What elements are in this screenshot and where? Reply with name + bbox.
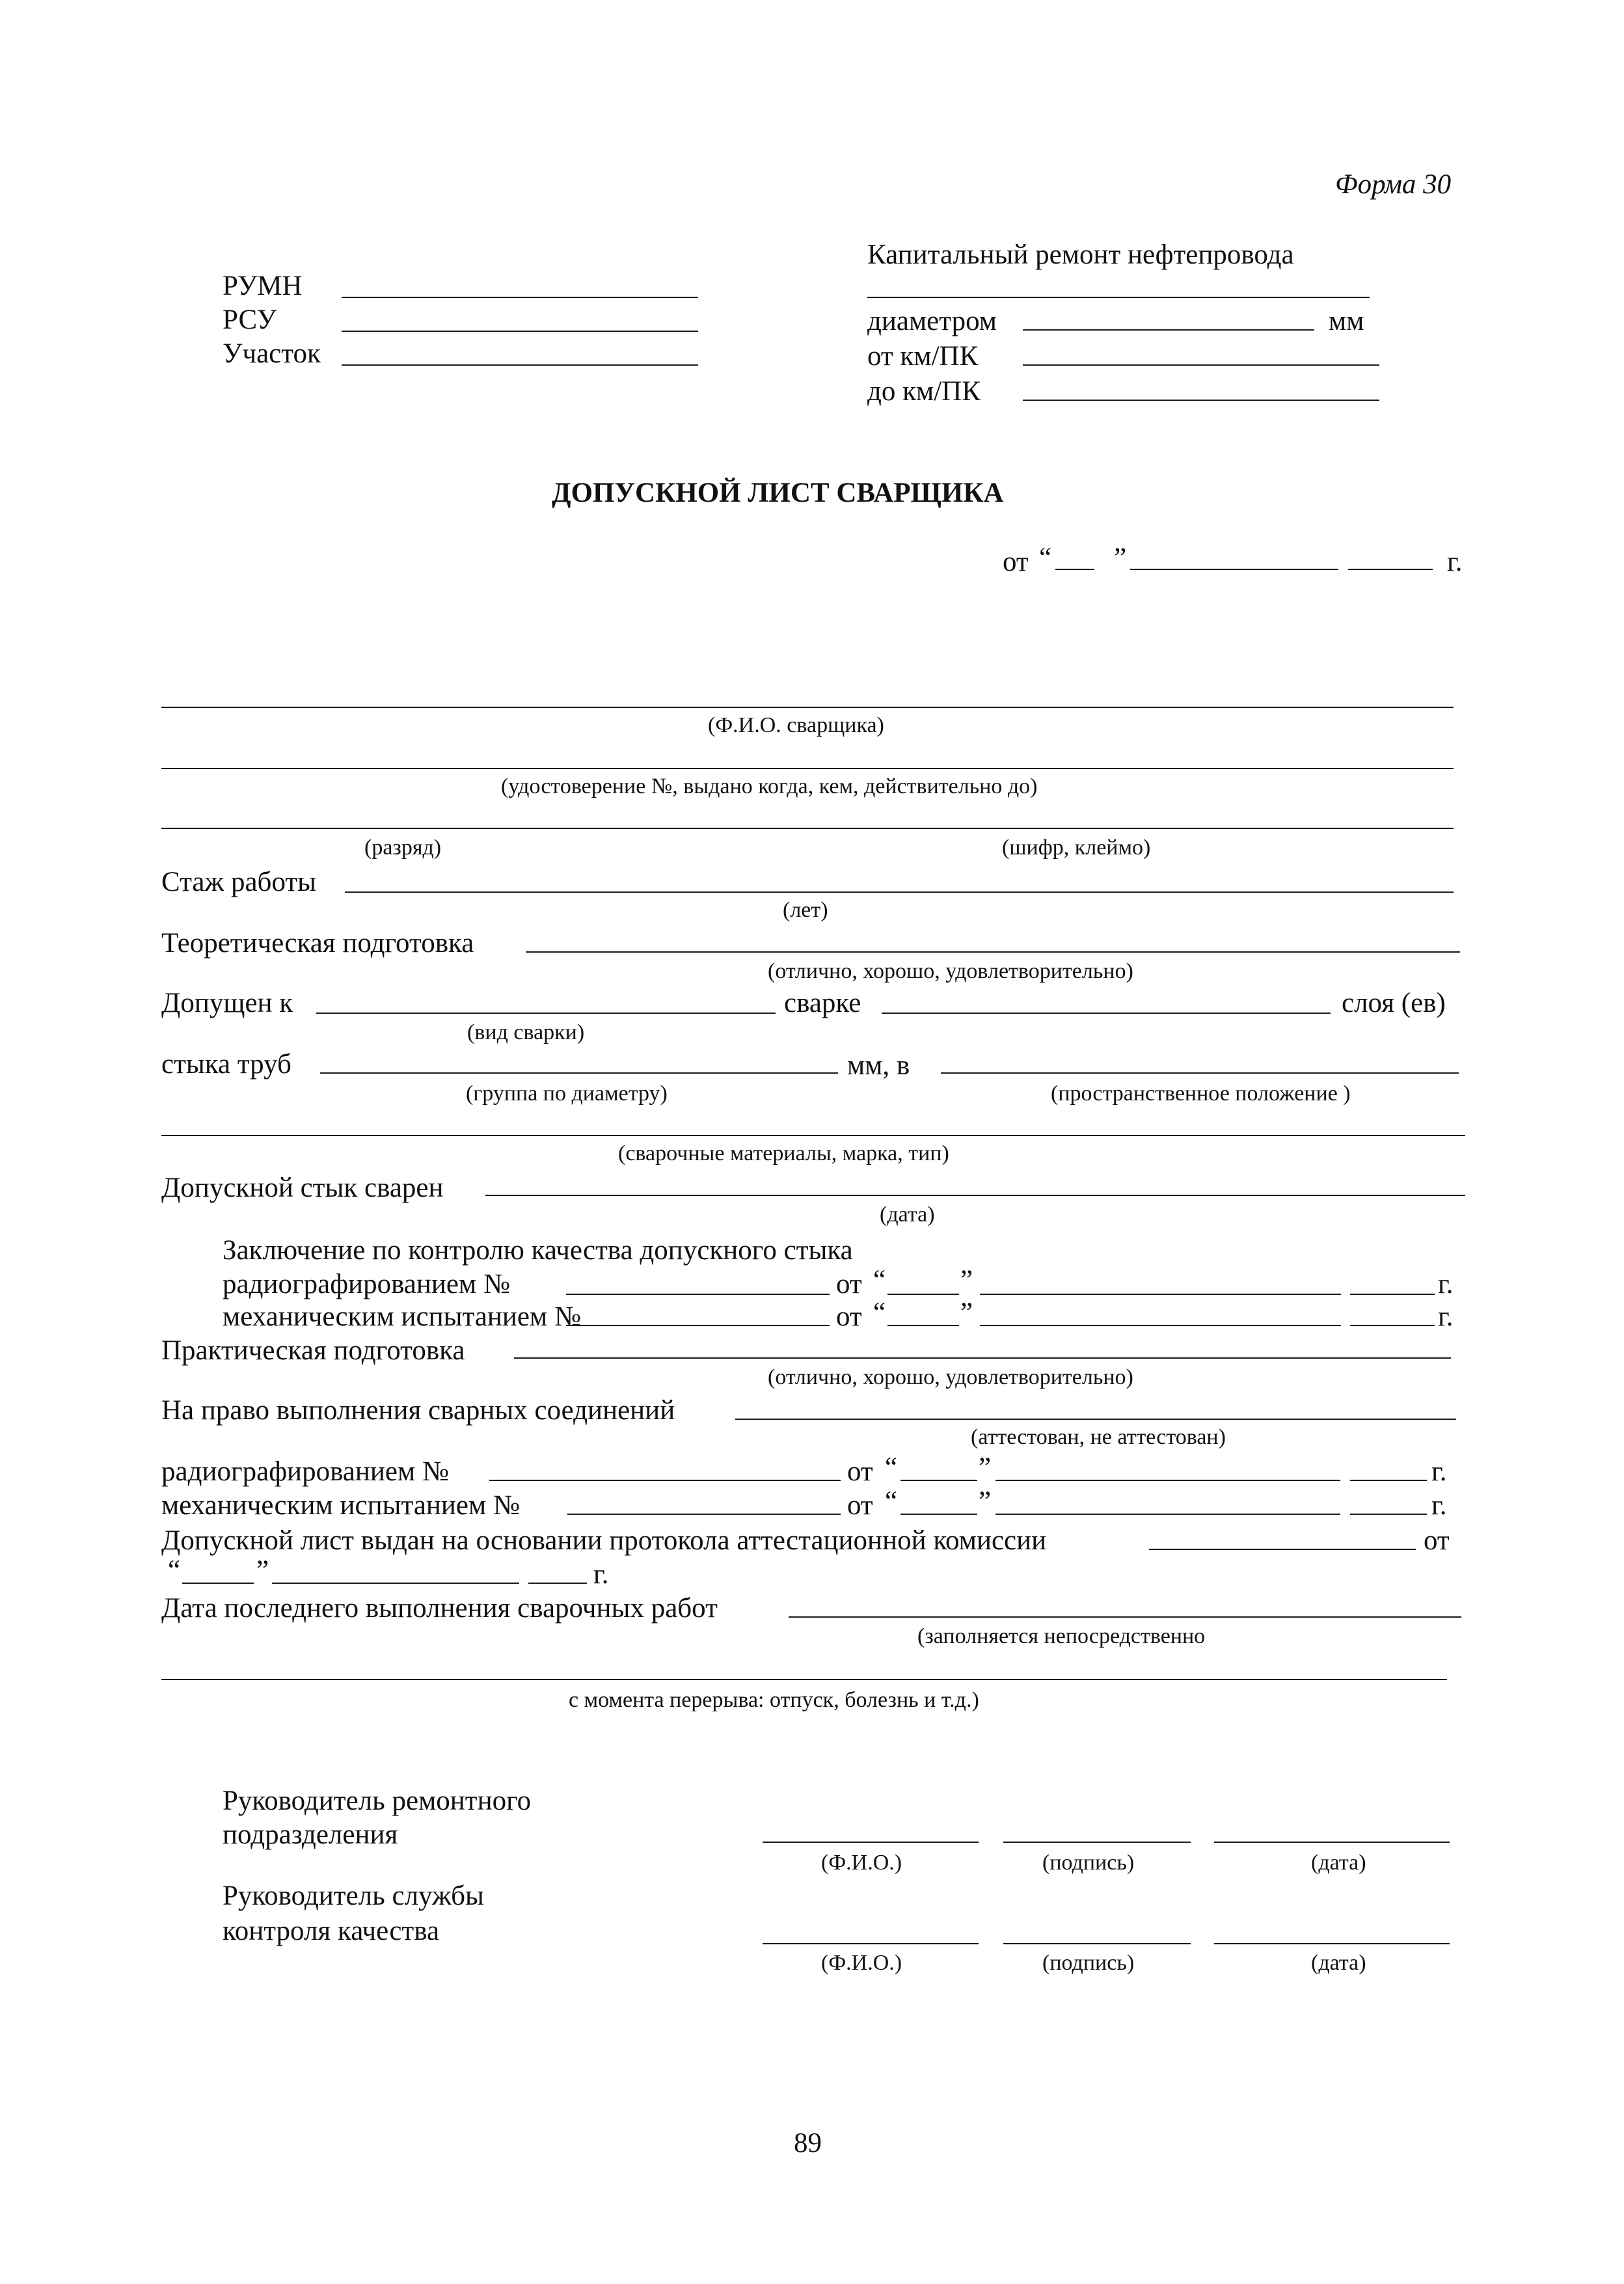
to-km-label: до км/ПК bbox=[867, 376, 981, 407]
pipe-group-field[interactable] bbox=[320, 1072, 838, 1074]
grade-caption: (разряд) bbox=[364, 836, 442, 860]
protocol-quote-close: ” bbox=[256, 1555, 269, 1586]
welder-fio-field[interactable] bbox=[161, 707, 1454, 708]
radiography-day-field[interactable] bbox=[887, 1294, 959, 1295]
experience-field[interactable] bbox=[345, 891, 1454, 893]
to-km-field[interactable] bbox=[1023, 400, 1379, 401]
weld-type-field[interactable] bbox=[316, 1013, 776, 1014]
radiography2-year-suffix: г. bbox=[1431, 1456, 1447, 1487]
certificate-caption: (удостоверение №, выдано когда, кем, действительно до) bbox=[501, 774, 1038, 798]
mechanical-quote-close: ” bbox=[960, 1298, 973, 1328]
materials-field[interactable] bbox=[161, 1135, 1465, 1136]
radiography-quote-open: “ bbox=[873, 1265, 886, 1296]
rumn-field[interactable] bbox=[342, 297, 698, 298]
certificate-field[interactable] bbox=[161, 768, 1454, 769]
pipeline-title: Капитальный ремонт нефтепровода bbox=[867, 239, 1294, 270]
radiography2-quote-close: ” bbox=[979, 1452, 992, 1483]
mechanical-number-field[interactable] bbox=[566, 1325, 830, 1326]
joint-date-caption: (дата) bbox=[880, 1203, 935, 1227]
theory-field[interactable] bbox=[526, 951, 1460, 953]
joint-welded-field[interactable] bbox=[485, 1195, 1465, 1196]
section-field[interactable] bbox=[342, 364, 698, 366]
head2-line1: Руководитель службы bbox=[223, 1881, 484, 1911]
last-date-label: Дата последнего выполнения сварочных работ bbox=[161, 1593, 718, 1624]
mechanical-day-field[interactable] bbox=[887, 1325, 959, 1326]
position-caption: (пространственное положение ) bbox=[1051, 1081, 1351, 1106]
fill-note-caption1: (заполняется непосредственно bbox=[917, 1624, 1206, 1648]
pipe-group-caption: (группа по диаметру) bbox=[466, 1081, 668, 1106]
head2-line2: контроля качества bbox=[223, 1916, 440, 1946]
radiography2-month-field[interactable] bbox=[995, 1480, 1340, 1481]
form-number: Форма 30 bbox=[1335, 169, 1452, 200]
mechanical2-label: механическим испытанием № bbox=[161, 1490, 521, 1521]
mechanical2-day-field[interactable] bbox=[900, 1514, 977, 1515]
radiography2-from: от bbox=[847, 1456, 873, 1487]
page-number: 89 bbox=[794, 2128, 822, 2158]
head2-date-caption: (дата) bbox=[1311, 1951, 1366, 1975]
mechanical-month-field[interactable] bbox=[980, 1325, 1341, 1326]
head1-sign-field[interactable] bbox=[1003, 1842, 1191, 1843]
practice-label: Практическая подготовка bbox=[161, 1335, 465, 1366]
head2-fio-field[interactable] bbox=[763, 1943, 979, 1944]
protocol-year-field[interactable] bbox=[528, 1583, 587, 1584]
mechanical-year-field[interactable] bbox=[1350, 1325, 1435, 1326]
date-year-suffix: г. bbox=[1447, 547, 1463, 577]
layers-label: слоя (ев) bbox=[1342, 988, 1446, 1018]
joint-welded-label: Допускной стык сварен bbox=[161, 1173, 444, 1203]
experience-label: Стаж работы bbox=[161, 867, 317, 897]
pipeline-name-field[interactable] bbox=[867, 297, 1370, 298]
protocol-day-field[interactable] bbox=[182, 1583, 254, 1584]
mechanical2-number-field[interactable] bbox=[567, 1514, 841, 1515]
radiography2-year-field[interactable] bbox=[1350, 1480, 1427, 1481]
quote-open: “ bbox=[1039, 543, 1052, 573]
welding-label: сварке bbox=[784, 988, 861, 1018]
document-title: ДОПУСКНОЙ ЛИСТ СВАРЩИКА bbox=[552, 478, 1004, 508]
right-to-label: На право выполнения сварных соединений bbox=[161, 1395, 675, 1426]
protocol-month-field[interactable] bbox=[272, 1583, 519, 1584]
right-to-field[interactable] bbox=[735, 1419, 1456, 1420]
head2-date-field[interactable] bbox=[1214, 1943, 1450, 1944]
date-from-label: от bbox=[1003, 547, 1029, 577]
radiography-year-field[interactable] bbox=[1350, 1294, 1435, 1295]
diameter-field[interactable] bbox=[1023, 329, 1314, 331]
mechanical-label: механическим испытанием № bbox=[223, 1301, 582, 1332]
mechanical2-year-suffix: г. bbox=[1431, 1490, 1447, 1521]
radiography-label: радиографированием № bbox=[223, 1269, 510, 1299]
theory-label: Теоретическая подготовка bbox=[161, 928, 474, 958]
from-km-label: от км/ПК bbox=[867, 341, 979, 372]
date-year-field[interactable] bbox=[1348, 569, 1433, 570]
radiography2-number-field[interactable] bbox=[489, 1480, 841, 1481]
practice-caption: (отлично, хорошо, удовлетворительно) bbox=[768, 1365, 1133, 1389]
mm-in-label: мм, в bbox=[847, 1050, 910, 1081]
radiography-month-field[interactable] bbox=[980, 1294, 1341, 1295]
mm-label: мм bbox=[1329, 306, 1364, 336]
protocol-number-field[interactable] bbox=[1149, 1549, 1416, 1550]
rumn-label: РУМН bbox=[223, 271, 303, 301]
head2-sign-caption: (подпись) bbox=[1042, 1951, 1135, 1975]
head1-date-caption: (дата) bbox=[1311, 1851, 1366, 1875]
fill-note-caption2: с момента перерыва: отпуск, болезнь и т.д.) bbox=[569, 1688, 979, 1712]
materials-caption: (сварочные материалы, марка, тип) bbox=[618, 1141, 949, 1165]
protocol-quote-open: “ bbox=[168, 1555, 181, 1586]
head2-sign-field[interactable] bbox=[1003, 1943, 1191, 1944]
head1-fio-field[interactable] bbox=[763, 1842, 979, 1843]
radiography-quote-close: ” bbox=[960, 1265, 973, 1296]
mechanical2-from: от bbox=[847, 1490, 873, 1521]
radiography-number-field[interactable] bbox=[566, 1294, 830, 1295]
issued-from: от bbox=[1424, 1525, 1450, 1556]
head1-date-field[interactable] bbox=[1214, 1842, 1450, 1843]
mechanical-year-suffix: г. bbox=[1438, 1301, 1454, 1332]
attested-caption: (аттестован, не аттестован) bbox=[971, 1425, 1226, 1449]
position-field[interactable] bbox=[941, 1072, 1459, 1074]
mechanical2-year-field[interactable] bbox=[1350, 1514, 1427, 1515]
admitted-label: Допущен к bbox=[161, 988, 293, 1018]
diameter-label: диаметром bbox=[867, 306, 997, 336]
issued-basis-label: Допускной лист выдан на основании протокола аттестационной комиссии bbox=[161, 1525, 1047, 1556]
section-label: Участок bbox=[223, 338, 321, 369]
radiography2-label: радиографированием № bbox=[161, 1456, 449, 1487]
pipe-joints-label: стыка труб bbox=[161, 1049, 291, 1080]
head2-fio-caption: (Ф.И.О.) bbox=[821, 1951, 902, 1975]
last-date-field[interactable] bbox=[789, 1616, 1461, 1618]
conclusion-label: Заключение по контролю качества допускного стыка bbox=[223, 1235, 853, 1266]
radiography2-day-field[interactable] bbox=[900, 1480, 977, 1481]
radiography-from: от bbox=[836, 1269, 862, 1299]
quote-close: ” bbox=[1114, 543, 1127, 573]
radiography2-quote-open: “ bbox=[885, 1452, 898, 1483]
head1-sign-caption: (подпись) bbox=[1042, 1851, 1135, 1875]
protocol-year-suffix: г. bbox=[593, 1559, 609, 1590]
mechanical-quote-open: “ bbox=[873, 1298, 886, 1328]
practice-field[interactable] bbox=[514, 1357, 1451, 1359]
date-month-field[interactable] bbox=[1130, 569, 1338, 570]
last-date-field-2[interactable] bbox=[161, 1679, 1447, 1680]
years-caption: (лет) bbox=[783, 898, 828, 922]
mechanical2-quote-open: “ bbox=[885, 1486, 898, 1517]
mechanical2-month-field[interactable] bbox=[995, 1514, 1340, 1515]
rsu-label: РСУ bbox=[223, 305, 277, 335]
head1-fio-caption: (Ф.И.О.) bbox=[821, 1851, 902, 1875]
head1-line1: Руководитель ремонтного bbox=[223, 1786, 532, 1816]
radiography-year-suffix: г. bbox=[1438, 1269, 1454, 1299]
cipher-caption: (шифр, клеймо) bbox=[1002, 836, 1151, 860]
mechanical-from: от bbox=[836, 1301, 862, 1332]
grade-cipher-field[interactable] bbox=[161, 828, 1454, 829]
theory-caption: (отлично, хорошо, удовлетворительно) bbox=[768, 959, 1133, 983]
rsu-field[interactable] bbox=[342, 331, 698, 332]
head1-line2: подразделения bbox=[223, 1819, 398, 1850]
welding-field[interactable] bbox=[882, 1013, 1331, 1014]
date-day-field[interactable] bbox=[1055, 569, 1094, 570]
welder-fio-caption: (Ф.И.О. сварщика) bbox=[708, 713, 884, 737]
weld-type-caption: (вид сварки) bbox=[467, 1020, 585, 1044]
mechanical2-quote-close: ” bbox=[979, 1486, 992, 1517]
from-km-field[interactable] bbox=[1023, 364, 1379, 366]
